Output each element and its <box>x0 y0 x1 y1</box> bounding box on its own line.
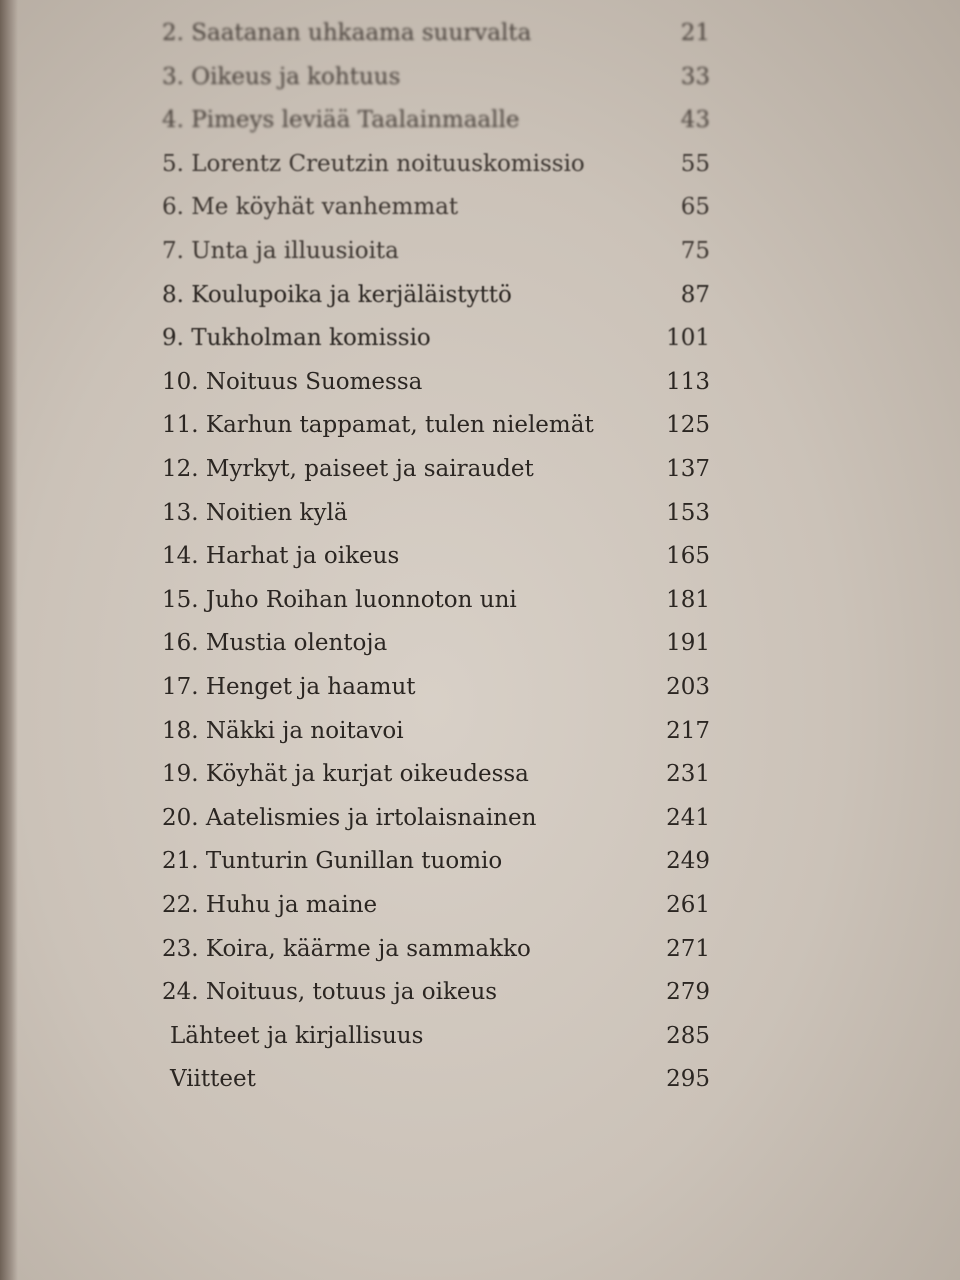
toc-entry-title: 23. Koira, käärme ja sammakko <box>162 935 531 962</box>
toc-entry-page-number: 21 <box>680 20 710 46</box>
toc-entry-title: 11. Karhun tappamat, tulen nielemät <box>162 412 594 439</box>
toc-entry-page-number: 87 <box>680 281 710 308</box>
toc-entry-page-number: 137 <box>666 456 710 482</box>
toc-entry <box>0 454 960 498</box>
toc-entry <box>0 1064 960 1108</box>
toc-entry-page-number: 55 <box>680 150 710 177</box>
toc-entry-title: 16. Mustia olentoja <box>162 630 388 657</box>
toc-entry-page-number: 217 <box>666 717 710 744</box>
toc-entry-page-number: 271 <box>666 935 710 962</box>
toc-entry <box>0 541 960 585</box>
toc-entry-title: 4. Pimeys leviää Taalainmaalle <box>162 107 520 134</box>
toc-entry-title: 24. Noituus, totuus ja oikeus <box>162 979 498 1006</box>
toc-entry-page-number: 295 <box>666 1066 710 1093</box>
toc-entry-title: 22. Huhu ja maine <box>162 892 378 918</box>
toc-entry <box>0 410 960 454</box>
toc-entry-page-number: 231 <box>666 761 710 788</box>
toc-entry <box>0 890 960 934</box>
toc-entry <box>0 846 960 890</box>
toc-entry-title: 12. Myrkyt, paiseet ja sairaudet <box>162 456 534 482</box>
toc-entry <box>0 977 960 1021</box>
toc-entry-page-number: 249 <box>666 848 710 875</box>
toc-entry-title: 8. Koulupoika ja kerjäläistyttö <box>162 281 512 308</box>
toc-entry-page-number: 75 <box>680 238 710 264</box>
toc-entry-title: 17. Henget ja haamut <box>162 674 416 700</box>
toc-entry <box>0 672 960 716</box>
toc-entry-page-number: 113 <box>666 368 710 395</box>
toc-entry-page-number: 43 <box>680 107 710 134</box>
toc-entry-page-number: 165 <box>666 543 710 570</box>
toc-entry <box>0 716 960 760</box>
toc-entry-title: 20. Aatelismies ja irtolaisnainen <box>162 804 537 831</box>
toc-entry <box>0 323 960 367</box>
toc-entry <box>0 62 960 106</box>
toc-entry <box>0 934 960 978</box>
toc-entry <box>0 280 960 324</box>
toc-entry-page-number: 203 <box>666 674 710 700</box>
toc-entry-page-number: 181 <box>666 586 710 613</box>
toc-entry-title: 5. Lorentz Creutzin noituuskomissio <box>162 150 585 177</box>
toc-entry <box>0 236 960 280</box>
toc-entry-title: 15. Juho Roihan luonnoton uni <box>162 586 517 613</box>
toc-entry-page-number: 153 <box>666 499 710 526</box>
toc-entry-title: 19. Köyhät ja kurjat oikeudessa <box>162 761 529 788</box>
toc-entry-title: 13. Noitien kylä <box>162 499 348 526</box>
toc-entry <box>0 192 960 236</box>
toc-entry-title: Lähteet ja kirjallisuus <box>170 1022 424 1049</box>
toc-entry-page-number: 261 <box>666 892 710 918</box>
toc-entry-title: Viitteet <box>170 1066 256 1093</box>
toc-entry-page-number: 33 <box>680 63 710 90</box>
toc-entry <box>0 803 960 847</box>
toc-entry <box>0 18 960 62</box>
toc-entry-page-number: 65 <box>680 194 710 221</box>
toc-entry <box>0 1021 960 1065</box>
toc-entry-title: 14. Harhat ja oikeus <box>162 543 400 570</box>
toc-entry-title: 18. Näkki ja noitavoi <box>162 717 404 744</box>
toc-entry-page-number: 125 <box>666 412 710 439</box>
toc-entry-title: 3. Oikeus ja kohtuus <box>162 63 401 90</box>
toc-entry <box>0 759 960 803</box>
toc-entry-page-number: 241 <box>666 804 710 831</box>
toc-entry-page-number: 191 <box>666 630 710 657</box>
toc-entry-page-number: 279 <box>666 979 710 1006</box>
toc-entry-title: 9. Tukholman komissio <box>162 325 431 352</box>
toc-entry-title: 10. Noituus Suomessa <box>162 368 423 395</box>
toc-entry-title: 7. Unta ja illuusioita <box>162 238 399 264</box>
toc-entry <box>0 498 960 542</box>
toc-entry-title: 2. Saatanan uhkaama suurvalta <box>162 20 532 46</box>
toc-entry <box>0 149 960 193</box>
toc-entry <box>0 585 960 629</box>
toc-entry-title: 21. Tunturin Gunillan tuomio <box>162 848 503 875</box>
toc-entry <box>0 105 960 149</box>
toc-entry <box>0 628 960 672</box>
toc-entry-title: 6. Me köyhät vanhemmat <box>162 194 459 221</box>
toc-entry <box>0 367 960 411</box>
toc-entry-page-number: 101 <box>666 325 710 352</box>
toc-entry-page-number: 285 <box>666 1022 710 1049</box>
